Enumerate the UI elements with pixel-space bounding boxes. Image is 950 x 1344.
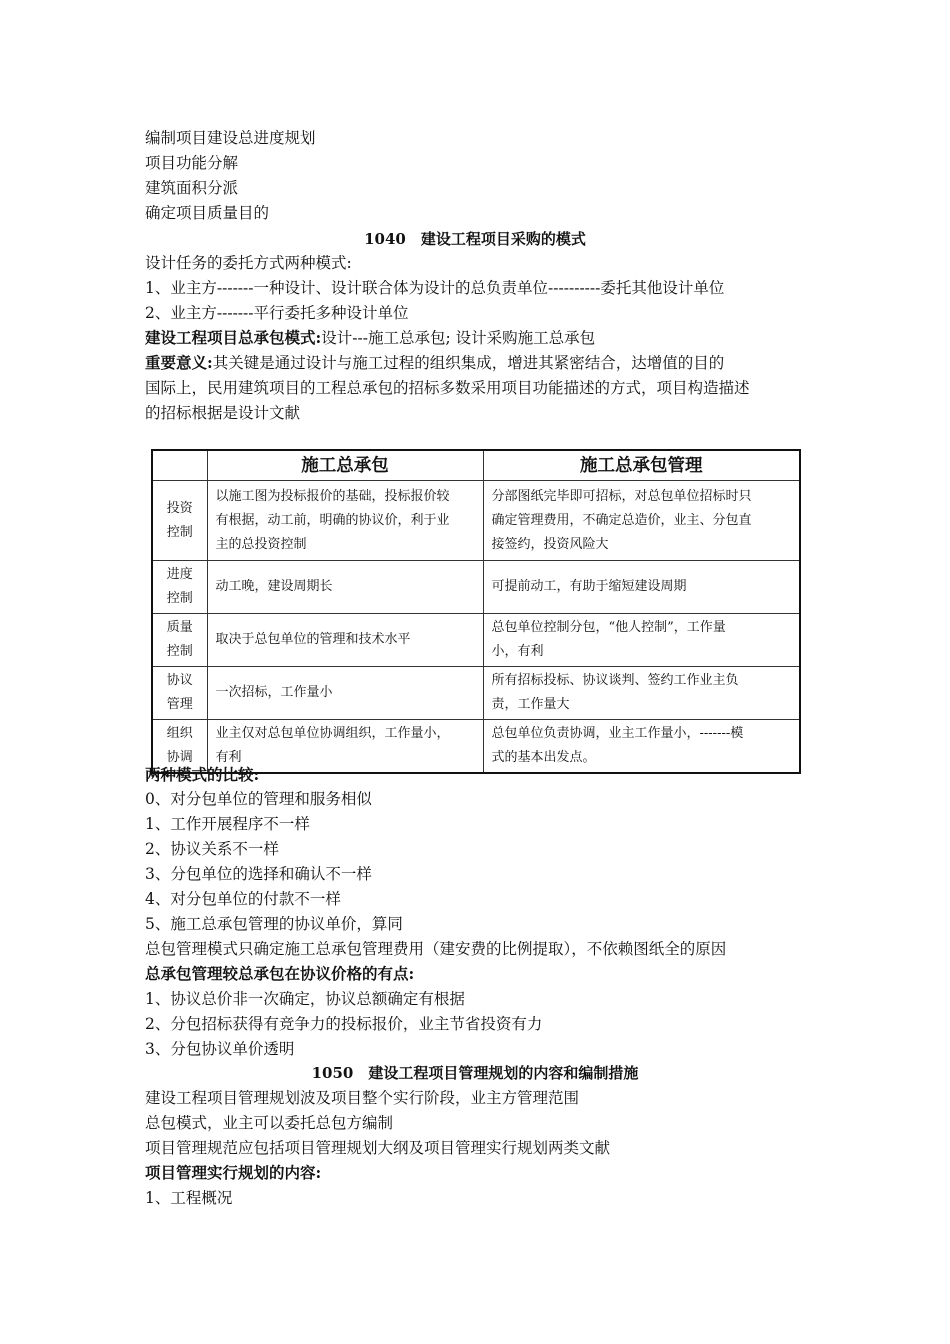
- cell-line: 主的总投资控制: [215, 536, 307, 552]
- table-cell: [207, 561, 483, 614]
- significance-line: [145, 353, 724, 373]
- body-line: 总包模式，业主可以委托总包方编制: [145, 1114, 394, 1132]
- table-cell: [483, 720, 800, 774]
- cell-line: 有根据，动工前，明确的协议价，利于业: [215, 512, 450, 528]
- body-line: 的招标根据是设计文献: [145, 404, 301, 422]
- cell-line: 确定管理费用，不确定总造价，业主、分包直: [491, 512, 752, 528]
- intro-line: 建筑面积分派: [145, 179, 239, 197]
- comparison-item: 0、对分包单位的管理和服务相似: [145, 790, 372, 808]
- advantages-title: 总承包管理较总承包在协议价格的有点:: [145, 964, 415, 983]
- comparison-title: 两种模式的比较:: [145, 765, 260, 784]
- row-label: [152, 667, 207, 720]
- row-label-text: 投资: [166, 500, 193, 516]
- row-label-text: 控制: [166, 591, 193, 606]
- significance-label: 重要意义:: [145, 353, 213, 372]
- row-label-text: 协调: [166, 750, 193, 765]
- table-cell: [207, 667, 483, 720]
- row-label-text: 组织: [166, 726, 193, 741]
- row-label: [152, 614, 207, 667]
- content-title: 项目管理实行规划的内容:: [145, 1163, 322, 1182]
- advantages-item: 2、分包招标获得有竞争力的投标报价，业主节省投资有力: [145, 1015, 543, 1033]
- cell-line: 总包单位控制分包，“他人控制”，工作量: [491, 620, 726, 635]
- comparison-item: 5、施工总承包管理的协议单价，算同: [145, 915, 403, 933]
- comparison-note: 总包管理模式只确定施工总承包管理费用（建安费的比例提取），不依赖图纸全的原因: [145, 940, 727, 958]
- cell-line: 责，工作量大: [491, 697, 570, 712]
- table-header-contract-management: 施工总承包管理: [483, 450, 800, 481]
- mode-label: 建设工程项目总承包模式:: [145, 328, 322, 347]
- table-cell: [207, 481, 483, 561]
- body-line: 国际上，民用建筑项目的工程总承包的招标多数采用项目功能描述的方式，项目构造描述: [145, 379, 750, 397]
- cell-line: 总包单位负责协调，业主工作量小，-------模: [491, 726, 744, 741]
- comparison-item: 3、分包单位的选择和确认不一样: [145, 865, 372, 883]
- cell-line: 式的基本出发点。: [491, 750, 596, 765]
- table-cell: [483, 667, 800, 720]
- section-heading-1040: 1040 建设工程项目采购的模式: [364, 230, 586, 248]
- table-cell: [207, 614, 483, 667]
- body-line: 建设工程项目管理规划波及项目整个实行阶段，业主方管理范围: [145, 1089, 580, 1107]
- table-header-general-contract: 施工总承包: [207, 450, 483, 481]
- table-row: [152, 481, 800, 561]
- cell-line: 以施工图为投标报价的基础，投标报价较: [215, 488, 450, 504]
- comparison-item: 1、工作开展程序不一样: [145, 815, 310, 833]
- row-label-text: 控制: [166, 644, 193, 659]
- row-label-text: 管理: [166, 697, 193, 712]
- comparison-item: 2、协议关系不一样: [145, 840, 279, 858]
- intro-line: 确定项目质量目的: [145, 204, 270, 222]
- table-cell: [483, 614, 800, 667]
- cell-line: 有利: [215, 750, 242, 765]
- table-cell: [483, 481, 800, 561]
- row-label-text: 进度: [166, 567, 193, 582]
- table-header-blank: [152, 450, 207, 481]
- table-cell: [483, 561, 800, 614]
- cell-line: 可提前动工，有助于缩短建设周期: [491, 579, 687, 594]
- content-item: 1、工程概况: [145, 1189, 233, 1207]
- significance-text: 其关键是通过设计与施工过程的组织集成，增进其紧密结合，达增值的目的: [212, 354, 725, 372]
- intro-line: 项目功能分解: [145, 154, 239, 172]
- comparison-table: [151, 449, 801, 774]
- row-label-text: 质量: [166, 620, 193, 635]
- table-row: [152, 614, 800, 667]
- table-row: [152, 561, 800, 614]
- cell-line: 动工晚，建设周期长: [215, 579, 333, 594]
- row-label: [152, 481, 207, 561]
- cell-line: 业主仅对总包单位协调组织，工作量小，: [215, 726, 450, 741]
- row-label-text: 控制: [166, 524, 193, 540]
- body-line: 2、业主方-------平行委托多种设计单位: [145, 304, 409, 322]
- comparison-item: 4、对分包单位的付款不一样: [145, 890, 341, 908]
- cell-line: 所有招标投标、协议谈判、签约工作业主负: [491, 673, 739, 688]
- advantages-item: 3、分包协议单价透明: [145, 1040, 295, 1058]
- table-row: [152, 667, 800, 720]
- body-line: 1、业主方-------一种设计、设计联合体为设计的总负责单位----------委托其他设计单位: [145, 279, 725, 297]
- body-line: 设计任务的委托方式两种模式:: [145, 254, 352, 272]
- mode-text: 设计---施工总承包; 设计采购施工总承包: [321, 329, 596, 347]
- body-line: 项目管理规范应包括项目管理规划大纲及项目管理实行规划两类文献: [145, 1139, 611, 1157]
- cell-line: 一次招标，工作量小: [215, 685, 333, 700]
- cell-line: 分部图纸完毕即可招标，对总包单位招标时只: [491, 488, 752, 504]
- advantages-item: 1、协议总价非一次确定，协议总额确定有根据: [145, 990, 465, 1008]
- row-label: [152, 561, 207, 614]
- section-heading-1050: 1050 建设工程项目管理规划的内容和编制措施: [311, 1064, 639, 1082]
- cell-line: 接签约，投资风险大: [491, 536, 609, 552]
- intro-line: 编制项目建设总进度规划: [145, 129, 316, 147]
- mode-line: [145, 328, 595, 348]
- cell-line: 取决于总包单位的管理和技术水平: [215, 632, 411, 647]
- table-header-row: [152, 450, 800, 481]
- row-label-text: 协议: [166, 673, 193, 688]
- cell-line: 小，有利: [491, 644, 544, 659]
